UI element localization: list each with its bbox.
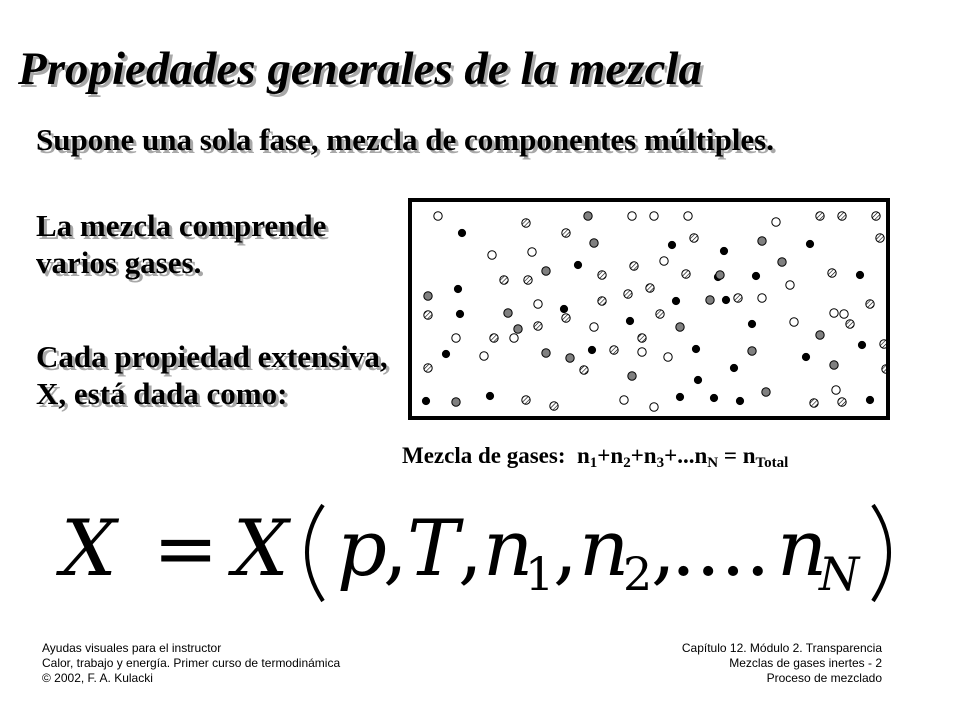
formula-nN: n	[777, 504, 828, 594]
formula-comma-3: ,	[553, 504, 578, 594]
hatched-molecule	[646, 284, 654, 292]
hatched-molecule	[534, 322, 542, 330]
hatched-molecule	[624, 290, 632, 298]
open-molecule	[528, 248, 536, 256]
hatched-molecule	[424, 311, 432, 319]
formula-comma-2: ,	[458, 504, 483, 594]
black-molecule	[442, 350, 449, 357]
hatched-molecule	[598, 297, 606, 305]
black-molecule	[858, 341, 865, 348]
open-molecule	[758, 294, 766, 302]
footer-left-line-1: Ayudas visuales para el instructor	[42, 641, 222, 655]
hatched-molecule	[562, 229, 570, 237]
gray-molecule	[542, 349, 550, 357]
gray-molecule	[424, 292, 432, 300]
black-molecule	[454, 285, 461, 292]
open-molecule	[534, 300, 542, 308]
caption-n: n	[577, 443, 590, 468]
paragraph-mixture: La mezcla comprende varios gases.	[36, 208, 327, 280]
formula-n1-sub: 1	[525, 547, 555, 601]
formula-T: T	[407, 504, 460, 594]
hatched-molecule	[872, 212, 880, 220]
formula-lhs: X	[61, 504, 117, 594]
open-molecule	[434, 212, 442, 220]
gas-mixture-caption	[402, 443, 788, 472]
black-molecule	[574, 261, 581, 268]
formula-p: p	[337, 504, 387, 594]
open-molecule	[452, 334, 460, 342]
hatched-molecule	[610, 346, 618, 354]
hatched-molecule	[882, 365, 890, 373]
open-molecule	[650, 212, 658, 220]
black-molecule	[720, 247, 727, 254]
open-molecule	[620, 396, 628, 404]
open-molecule	[638, 348, 646, 356]
black-molecule	[626, 317, 633, 324]
property-formula	[55, 495, 915, 610]
gray-molecule	[748, 347, 756, 355]
black-molecule	[486, 392, 493, 399]
gray-molecule	[830, 361, 838, 369]
open-molecule	[840, 310, 848, 318]
black-molecule	[802, 353, 809, 360]
gray-molecule	[504, 309, 512, 317]
open-molecule	[786, 281, 794, 289]
black-molecule	[668, 241, 675, 248]
formula-n2-sub: 2	[623, 547, 653, 601]
gray-molecule	[676, 323, 684, 331]
gray-molecule	[590, 239, 598, 247]
hatched-molecule	[876, 234, 884, 242]
formula-nN-sub: N	[819, 547, 860, 601]
black-molecule	[422, 397, 429, 404]
footer-right	[682, 641, 882, 686]
black-molecule	[730, 364, 737, 371]
hatched-molecule	[838, 398, 846, 406]
hatched-molecule	[838, 212, 846, 220]
footer-left-line-2: Calor, trabajo y energía. Primer curso de termodinámica	[42, 656, 341, 670]
hatched-molecule	[524, 276, 532, 284]
hatched-molecule	[598, 271, 606, 279]
open-molecule	[650, 403, 658, 411]
footer-left	[42, 641, 340, 686]
hatched-molecule	[550, 402, 558, 410]
black-molecule	[866, 396, 873, 403]
hatched-molecule	[500, 276, 508, 284]
formula-comma-1: ,	[383, 504, 408, 594]
black-molecule	[748, 320, 755, 327]
hatched-molecule	[522, 219, 530, 227]
formula-right-paren	[873, 505, 889, 601]
black-molecule	[456, 310, 463, 317]
hatched-molecule	[580, 366, 588, 374]
gray-molecule	[628, 372, 636, 380]
slide-title: Propiedades generales de la mezcla	[18, 43, 702, 95]
hatched-molecule	[880, 340, 888, 348]
hatched-molecule	[562, 314, 570, 322]
footer-right-line-2: Mezclas de gases inertes - 2	[729, 656, 882, 670]
open-molecule	[628, 212, 636, 220]
hatched-molecule	[734, 294, 742, 302]
caption-plus-2: +n	[630, 443, 657, 468]
hatched-molecule	[630, 262, 638, 270]
black-molecule	[588, 346, 595, 353]
hatched-molecule	[866, 300, 874, 308]
open-molecule	[480, 352, 488, 360]
gray-molecule	[758, 237, 766, 245]
formula-left-paren	[307, 505, 323, 601]
hatched-molecule	[810, 399, 818, 407]
open-molecule	[830, 309, 838, 317]
black-molecule	[692, 345, 699, 352]
black-molecule	[676, 393, 683, 400]
caption-sub-2: 2	[623, 455, 631, 471]
black-molecule	[560, 305, 567, 312]
hatched-molecule	[424, 364, 432, 372]
gray-molecule	[716, 271, 724, 279]
formula-n1: n	[483, 504, 534, 594]
slide-subtitle: Supone una sola fase, mezcla de componentes múltiples.	[36, 122, 774, 157]
gray-molecule	[778, 258, 786, 266]
black-molecule	[736, 397, 743, 404]
footer-right-line-3: Proceso de mezclado	[766, 671, 882, 685]
hatched-molecule	[816, 212, 824, 220]
gray-molecule	[452, 398, 460, 406]
black-molecule	[458, 229, 465, 236]
gray-molecule	[514, 325, 522, 333]
open-molecule	[790, 318, 798, 326]
footer-left-line-3: © 2002, F. A. Kulacki	[42, 671, 153, 685]
footer-right-line-1: Capítulo 12. Módulo 2. Transparencia	[681, 641, 882, 655]
formula-comma-4: ,	[651, 504, 676, 594]
caption-sub-1: 1	[589, 455, 598, 471]
hatched-molecule	[846, 320, 854, 328]
hatched-molecule	[690, 234, 698, 242]
open-molecule	[590, 323, 598, 331]
caption-sub-total: Total	[755, 455, 789, 471]
open-molecule	[664, 353, 672, 361]
open-molecule	[660, 257, 668, 265]
hatched-molecule	[638, 334, 646, 342]
caption-label: Mezcla de gases:	[402, 443, 566, 468]
hatched-molecule	[682, 270, 690, 278]
gas-mixture-container	[408, 198, 890, 420]
hatched-molecule	[490, 334, 498, 342]
caption-equals: = n	[718, 443, 756, 468]
gray-molecule	[542, 267, 550, 275]
gray-molecule	[706, 296, 714, 304]
black-molecule	[752, 272, 759, 279]
open-molecule	[772, 218, 780, 226]
formula-equals: =	[153, 504, 219, 594]
formula-function: X	[233, 504, 289, 594]
open-molecule	[684, 212, 692, 220]
caption-dots: +...n	[664, 443, 708, 468]
gray-molecule	[584, 212, 592, 220]
hatched-molecule	[522, 396, 530, 404]
open-molecule	[510, 334, 518, 342]
black-molecule	[856, 271, 863, 278]
formula-n2: n	[579, 504, 630, 594]
caption-plus-1: +n	[597, 443, 624, 468]
container-border	[410, 200, 888, 418]
paragraph-property: Cada propiedad extensiva, X, está dada como:	[36, 339, 388, 411]
hatched-molecule	[828, 269, 836, 277]
black-molecule	[672, 297, 679, 304]
black-molecule	[722, 296, 729, 303]
caption-sub-n: N	[707, 455, 719, 471]
formula-dots: ....	[671, 504, 771, 594]
open-molecule	[488, 251, 496, 259]
black-molecule	[694, 376, 701, 383]
gray-molecule	[816, 331, 824, 339]
open-molecule	[832, 386, 840, 394]
caption-sub-3: 3	[656, 455, 665, 471]
black-molecule	[710, 394, 717, 401]
gray-molecule	[566, 354, 574, 362]
black-molecule	[806, 240, 813, 247]
hatched-molecule	[656, 310, 664, 318]
gray-molecule	[762, 388, 770, 396]
